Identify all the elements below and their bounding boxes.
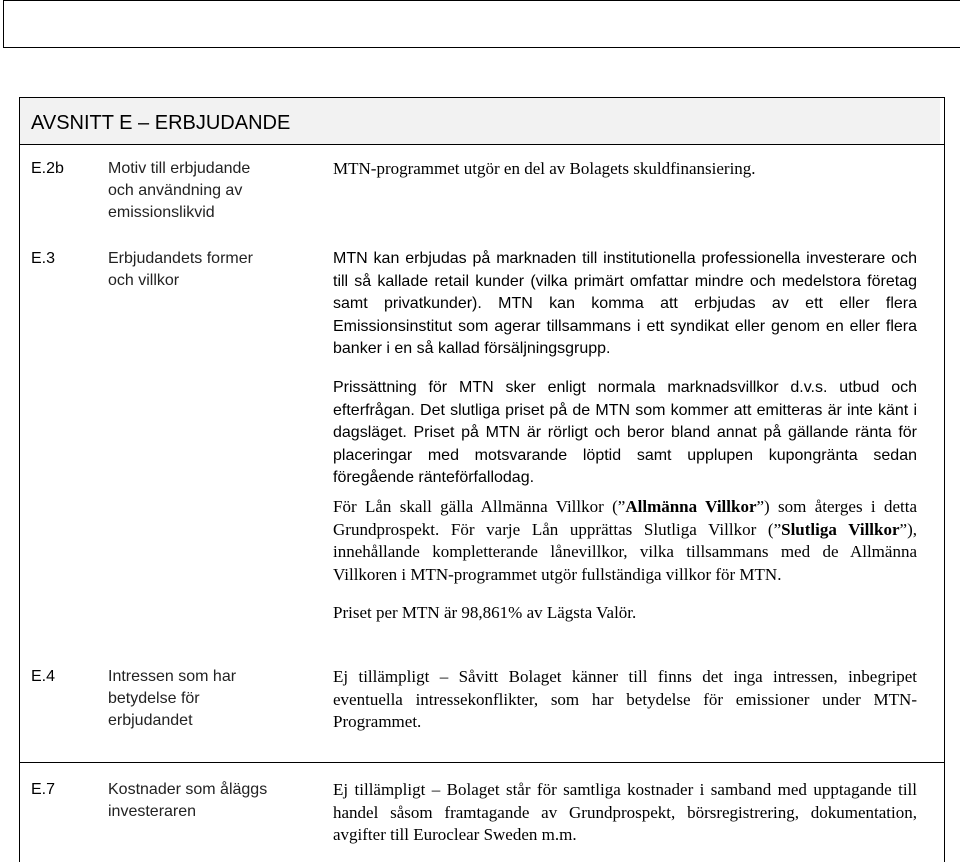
row-code: E.3 xyxy=(31,250,56,267)
section-title: AVSNITT E – ERBJUDANDE xyxy=(20,98,940,144)
paragraph: Ej tillämpligt – Bolaget står för samtliga kostnader i samband med upptagande till handel såsom framtagande av Grundprospekt, börsregistrering, dokumentation, avgifter till Euroclear Sweden m.m. xyxy=(333,780,917,845)
row-label: Erbjudandets former och villkor xyxy=(108,250,253,289)
row-label: Motiv till erbjudande och användning av emissionslikvid xyxy=(108,160,251,221)
row-code: E.2b xyxy=(31,160,64,177)
paragraph: Ej tillämpligt – Såvitt Bolaget känner till finns det inga intressen, inbegripet eventuella intressekonflikter, som har betydelse för emissioner under MTN-Programmet. xyxy=(333,667,917,732)
row-content xyxy=(333,666,917,734)
paragraph: MTN-programmet utgör en del av Bolagets skuldfinansiering. xyxy=(333,159,756,178)
row-label: Kostnader som åläggs investeraren xyxy=(108,781,268,820)
paragraph: MTN kan erbjudas på marknaden till institutionella professionella investerare och till så kallade retail kunder (vilka primärt omfattar mindre och medelstora företag samt privatkunder). MTN kan komma att erbjudas av ett eller flera Emissionsinstitut som agerar tillsammans i ett syndikat eller genom en eller flera banker i en så kallad försäljningsgrupp. xyxy=(333,250,917,358)
paragraph: Prissättning för MTN sker enligt normala marknadsvillkor d.v.s. utbud och efterfrågan. Det slutliga priset på de MTN som kommer att emitteras är inte känt i dagsläget. Priset på MTN är rörligt och beror bland annat på gällande ränta för placeringar med motsvarande löptid samt upplupen kupongränta sedan föregående ränteförfallodag. xyxy=(333,378,917,487)
row-content xyxy=(333,158,917,181)
row-code: E.4 xyxy=(31,668,56,685)
row-content xyxy=(333,248,917,490)
row-label: Intressen som har betydelse för erbjudandet xyxy=(108,668,237,729)
row-code: E.7 xyxy=(31,781,56,798)
paragraph: Priset per MTN är 98,861% av Lägsta Valör. xyxy=(333,603,637,623)
paragraph: För Lån skall gälla Allmänna Villkor (”Allmänna Villkor”) som återges i detta Grundprospekt. För varje Lån upprättas Slutliga Villkor (”Slutliga Villkor”), innehållande kompletterande lånevillkor, vilka tillsammans med de Allmänna Villkoren i MTN-programmet utgör fullständiga villkor för MTN. xyxy=(333,497,918,584)
section-title-divider xyxy=(19,144,945,145)
row-content xyxy=(333,779,917,847)
row-divider xyxy=(19,762,945,763)
top-table-row xyxy=(3,0,960,48)
row-content-continued xyxy=(333,496,917,625)
